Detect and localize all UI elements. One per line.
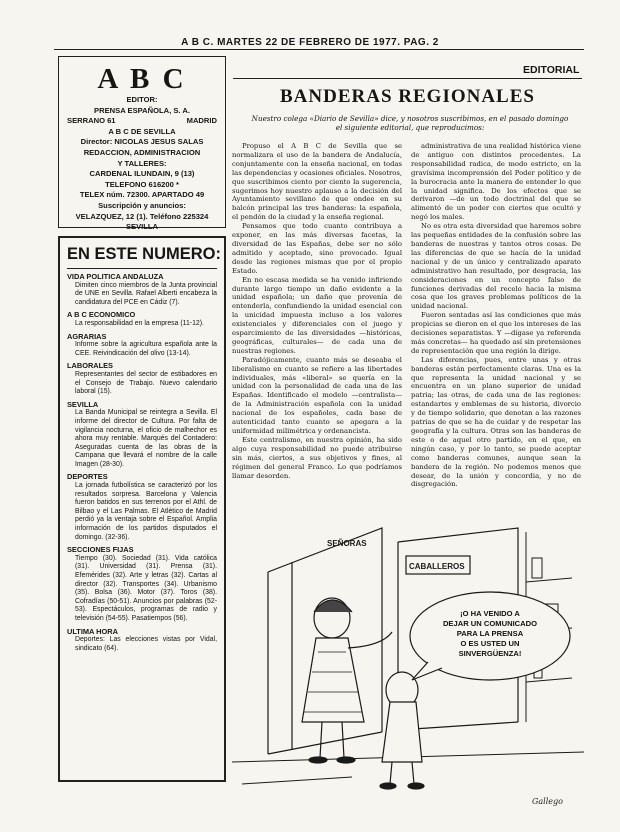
speech-bubble-line: O ES USTED UN bbox=[460, 639, 520, 648]
masthead-editor: EDITOR: bbox=[126, 95, 158, 104]
speech-bubble-line: SINVERGÜENZA! bbox=[458, 649, 522, 658]
index-section-body: Tiempo (30). Sociedad (31). Vida católica (31). Universidad (31). Prensa (31). Efemérides (32). Arte y letras (32). Cartas al director (32). Transportes (34). Urbanismo (35). Bolsa (36). Motor (37). Toros (38). Cofradías (50-51). Anuncios por palabras (52-53). Espectáculos, programas de radio y televisión (54-55). Pasatiempos (56). bbox=[75, 554, 217, 622]
section-tag: EDITORIAL bbox=[523, 64, 580, 76]
index-section-head: VIDA POLITICA ANDALUZA bbox=[67, 272, 164, 281]
cartoonist-signature: Gallego bbox=[532, 797, 563, 806]
index-section bbox=[67, 362, 217, 396]
masthead-publisher: PRENSA ESPAÑOLA, S. A. bbox=[94, 105, 190, 115]
sign-gents: CABALLEROS bbox=[409, 562, 465, 571]
editorial-deck: Nuestro colega «Diario de Sevilla» dice, y nosotros suscribimos, en el pasado domingo el siguiente editorial, que reproducimos: bbox=[251, 114, 569, 133]
masthead-workshops: Y TALLERES: bbox=[117, 158, 167, 168]
editorial-rule bbox=[233, 78, 582, 79]
editorial-paragraph: Propuso el A B C de Sevilla que se normalizara el uso de la bandera de Andalucía, conjuntamente con la enseña nacional, en todas las dependencias y ocasiones oficiales. Nosotros, que suscribimos ciento por ciento la sugerencia, sugerimos hoy nuestro aplauso a la decisión del Ayuntamiento sevillano de que ondee en su balcón principal las tres banderas: la española, el pendón de la ciudad y la enseña regional. bbox=[232, 142, 402, 222]
editorial-paragraph: Paradójicamente, cuanto más se deseaba el liberalismo en cuanto se refiere a las libertades individuales, más «liberal» se quería en la unidad con la personalidad de cada una de las Españas. Identificado el modelo —centralista— de la Administración española con la unidad nacional de los españoles, cada base de autenticidad tanto cuanto se apegara a la uniformidad milimétrica y ordenancista. bbox=[232, 355, 402, 435]
index-section-head: LABORALES bbox=[67, 361, 113, 371]
masthead-city: SEVILLA bbox=[125, 222, 159, 232]
index-section-head: A B C ECONOMICO bbox=[67, 310, 136, 320]
masthead-address bbox=[59, 116, 225, 127]
man-figure bbox=[380, 672, 424, 789]
masthead-telex: TELEX núm. 72300. APARTADO 49 bbox=[79, 190, 205, 200]
index-box bbox=[58, 236, 226, 782]
masthead-office-address: CARDENAL ILUNDAIN, 9 (13) bbox=[89, 169, 195, 179]
index-title: EN ESTE NUMERO: bbox=[67, 245, 222, 263]
sign-ladies: SEÑORAS bbox=[327, 539, 367, 548]
speech-bubble-line: ¡O HA VENIDO A bbox=[460, 609, 520, 618]
index-section-head: DEPORTES bbox=[67, 472, 108, 482]
masthead-address-city: MADRID bbox=[186, 116, 217, 126]
masthead-phone: TELEFONO 616200 * bbox=[105, 179, 179, 189]
editorial-paragraph: Este centralismo, en nuestra opinión, ha sido algo cuya responsabilidad no puede atribuirse sin más, ciertos, a sus objetivos y fines, al régimen del general Franco. Lo que podríamos llamar desorden. bbox=[232, 435, 402, 480]
masthead-address-street: SERRANO 61 bbox=[67, 116, 116, 126]
masthead-box bbox=[58, 56, 226, 232]
editorial-paragraph: Fueron sentadas así las condiciones que más propicias se dieron en el que los intereses de las decisiones separatistas. Y —dígase ya referenda más concretas— ha quedado así sin pretensiones de representación que una región la dirige. bbox=[411, 311, 581, 355]
top-rule bbox=[54, 49, 584, 50]
editorial-paragraph: No es otra esta diversidad que haremos sobre las pequeñas entidades de la confusión sobre las banderas de nuestras y tantos otros cosas. De las diferencias de que se hacía de la unidad nacional y de un único y centralizado aparato administrativo han resultado, por desgracia, las consideraciones en un concepto falso de funciones derivadas del recelo hacia la misma cosa que los graves problemas políticos de la unidad nacional. bbox=[411, 222, 581, 311]
index-section-head: ULTIMA HORA bbox=[67, 626, 118, 636]
speech-bubble-line: PARA LA PRENSA bbox=[456, 629, 524, 638]
index-section-body: Representantes del sector de estibadores en el Consejo de Trabajo. Nuevo calendario laboral (15). bbox=[75, 370, 217, 396]
editorial-cartoon bbox=[232, 522, 584, 814]
masthead-edition: A B C DE SEVILLA bbox=[108, 126, 176, 136]
index-section bbox=[67, 473, 217, 542]
index-section-body: La Banda Municipal se reintegra a Sevilla. El informe del director de Cultura. Por falta de vigilancia nocturna, el oficio de malhechor es ahora muy rentable. Marqués del Contadero: Aseguradas cuenta de las obras de la Campana que llevará el nombre de la calle Imagen (28-30). bbox=[75, 409, 217, 468]
editorial-headline: BANDERAS REGIONALES bbox=[280, 86, 535, 107]
editorial-paragraph: administrativa de una realidad histórica viene de antiguo con distintos procedentes. La responsabilidad radica, de modo estricto, en la gravísima incomprensión del Poder político y de la burocracia ante la manera de entender lo que la unidad significa. De los efectos que se derivaron —de un todo doctrinal del que se alimentó de un poder con ciertos que ocultó y negó los males. bbox=[411, 142, 581, 222]
abc-logo: A B C bbox=[97, 63, 187, 95]
index-section-body: La jornada futbolística se caracterizó por los resultados sorpresa. Barcelona y Valencia fueron batidos en sus terrenos por el Athl. de Bilbao y el Las Palmas. El Atlético de Madrid perdió ya la ventaja sobre el Español. Amplia información de los partidos disputados el domingo. (32-36). bbox=[75, 482, 217, 541]
editorial-column-right bbox=[411, 142, 581, 489]
masthead-offices: REDACCION, ADMINISTRACION bbox=[83, 147, 201, 157]
editorial-paragraph: En no escasa medida se ha venido infiriendo durante largo tiempo un daño evidente a la unidad española; un daño que provenía de entenderla, confundiendo la unidad esencial con la unicidad impuesta incluso a los valores existenciales y diferenciales con el juego y esparcimiento de las diversidades —históricas, geográficas, culturales— de cada una de nuestras regiones. bbox=[232, 275, 402, 355]
index-section bbox=[67, 401, 217, 470]
editorial-column-left bbox=[232, 142, 402, 480]
masthead-subscription-address: VELAZQUEZ, 12 (1). Teléfono 225324 bbox=[75, 211, 209, 221]
masthead-subscription: Suscripción y anuncios: bbox=[98, 200, 186, 210]
index-section-body: Dimiten cinco miembros de la Junta provincial de UNE en Sevilla. Rafael Alberti encabeza la candidatura del PCE en Cádiz (7). bbox=[75, 281, 217, 306]
index-section-head: SEVILLA bbox=[67, 399, 99, 409]
index-section-body: Deportes: Las elecciones vistas por Vidal, sindicato (64). bbox=[75, 636, 217, 652]
index-section-body: La responsabilidad en la empresa (11-12). bbox=[75, 319, 204, 327]
index-section bbox=[67, 546, 217, 623]
index-section bbox=[67, 333, 217, 359]
running-head: A B C. MARTES 22 DE FEBRERO DE 1977. PAG. 2 bbox=[181, 37, 439, 48]
index-section-head: AGRARIAS bbox=[67, 331, 107, 341]
editorial-paragraph: Las diferencias, pues, entre unas y otras banderas están perfectamente claras. Una es la que representa la unidad nacional y se encuentra en un plano superior de unidad patria; las otras, de cada una de las regiones: estandartes y emblemas de su historia, divorcio y de tiempo solidario, que denotan a las razones patrias de que se ha de cuidar y de respetar las geografía y la cultura. Otras son las banderas de este o de aquel otro partido, en el que, en ningún caso, y por lo tanto, se puede aceptar como banderas comunes, aunque sean la bandera de la región. No podemos menos que desear, de la unión y concordia, y no de disgregación. bbox=[411, 355, 581, 489]
index-rule bbox=[67, 268, 217, 269]
index-section bbox=[67, 311, 217, 328]
index-section-head: SECCIONES FIJAS bbox=[67, 545, 134, 555]
speech-bubble-line: DEJAR UN COMUNICADO bbox=[442, 619, 538, 628]
index-section bbox=[67, 628, 217, 654]
index-section bbox=[67, 273, 217, 307]
index-section-body: Informe sobre la agricultura española ante la CEE. Reivindicación del olivo (13-14). bbox=[75, 341, 217, 357]
masthead-director: Director: NICOLAS JESUS SALAS bbox=[80, 137, 204, 147]
editorial-paragraph: Pensamos que todo cuanto contribuya a exponer, en las más diversas facetas, la diversidad de las Españas, debe ser no sólo admitido y aceptado, sino provocado. Igual desde las regiones mismas que por el propio Estado. bbox=[232, 222, 402, 275]
